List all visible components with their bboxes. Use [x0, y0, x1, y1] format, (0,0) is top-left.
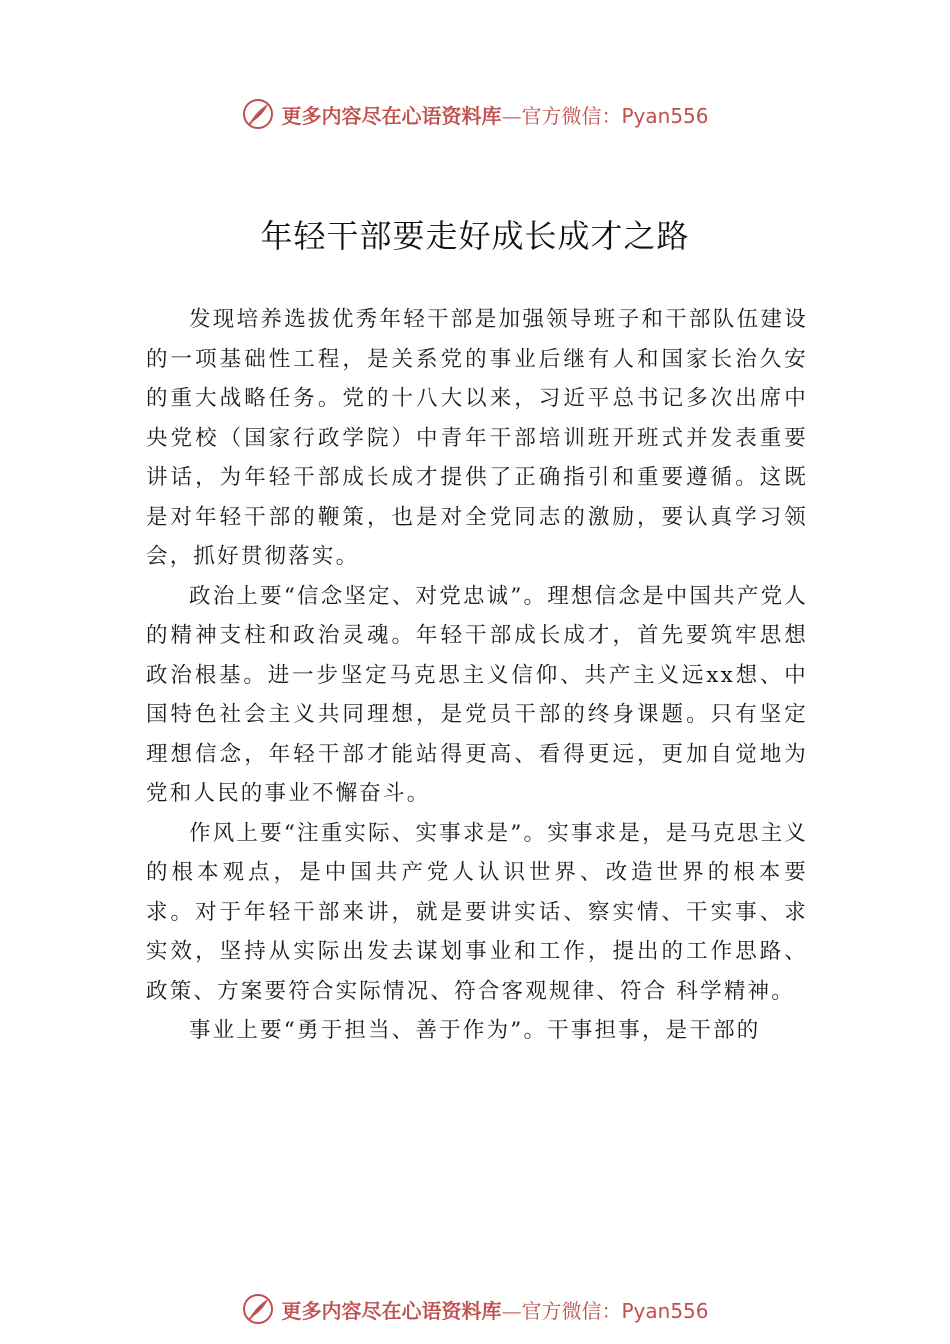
watermark-main: 更多内容尽在心语资料库 — [281, 103, 502, 128]
paragraph: 发现培养选拔优秀年轻干部是加强领导班子和干部队伍建设的一项基础性工程，是关系党的事业后继有人和国家长治久安的重大战略任务。党的十八大以来，习近平总书记多次出席中央党校（国家行政学院）中青年干部培训班开班式并发表重要讲话，为年轻干部成长成才提供了正确指引和重要遵循。这既是对年轻干部的鞭策，也是对全党同志的激励，要认真学习领会，抓好贯彻落实。 — [146, 307, 808, 569]
document-body — [146, 300, 808, 1051]
paragraph: 政治上要“信念坚定、对党忠诚”。理想信念是中国共产党人的精神支柱和政治灵魂。年轻干部成长成才，首先要筑牢思想政治根基。进一步坚定马克思主义信仰、共产主义远xx想、中国特色社会主义共同理想，是党员干部的终身课题。只有坚定理想信念，年轻干部才能站得更高、看得更远，更加自觉地为党和人民的事业不懈奋斗。 — [146, 583, 808, 806]
paragraph: 作风上要“注重实际、实事求是”。实事求是，是马克思主义的根本观点，是中国共产党人认识世界、改造世界的根本要求。对于年轻干部来讲，就是要讲实话、察实情、干实事、求实效，坚持从实际出发去谋划事业和工作，提出的工作思路、政策、方案要符合实际情况、符合客观规律、符合 科学精神。 — [146, 820, 808, 1004]
watermark-text — [281, 1295, 708, 1324]
watermark-main: 更多内容尽在心语资料库 — [281, 1298, 502, 1323]
watermark-separator: — — [501, 103, 522, 128]
header-watermark — [0, 94, 950, 134]
paragraph: 事业上要“勇于担当、善于作为”。干事担事，是干部的 — [189, 1018, 761, 1043]
document-title: 年轻干部要走好成长成才之路 — [260, 217, 690, 256]
watermark-separator: — — [501, 1298, 522, 1323]
watermark-handle: Pyan556 — [621, 1298, 709, 1323]
watermark-handle: Pyan556 — [621, 103, 709, 128]
watermark-sub: 官方微信： — [521, 1298, 622, 1323]
quill-pen-logo-icon — [241, 97, 275, 131]
quill-pen-logo-icon — [241, 1292, 275, 1326]
footer-watermark — [0, 1289, 950, 1329]
watermark-text — [281, 100, 708, 129]
watermark-sub: 官方微信： — [521, 103, 622, 128]
